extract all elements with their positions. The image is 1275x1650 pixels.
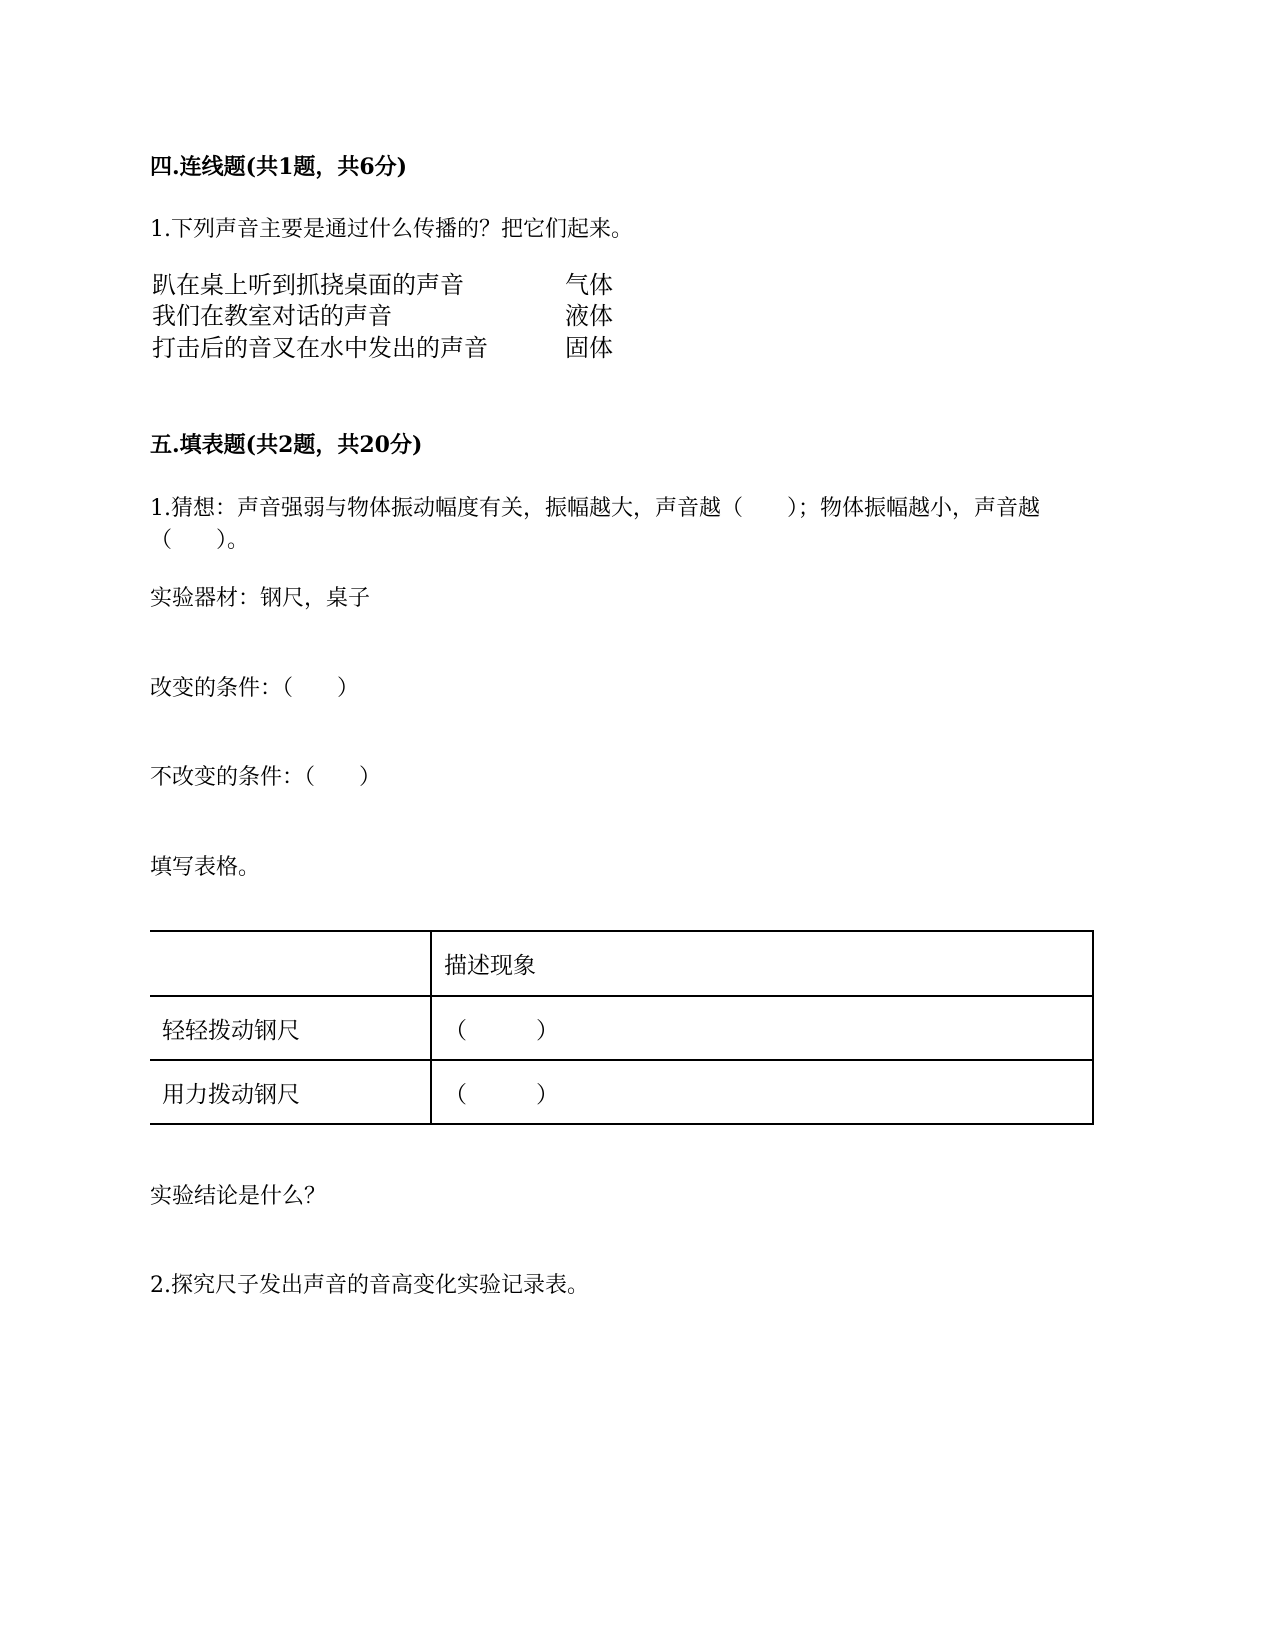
match-left-item-3: 打击后的音叉在水中发出的声音 xyxy=(152,334,488,362)
observation-table xyxy=(150,930,1094,1125)
experiment-conclusion-question: 实验结论是什么？ xyxy=(150,1184,327,1209)
fill-table-instruction: 填写表格。 xyxy=(150,855,261,880)
table-cell-action: 用力拨动钢尺 xyxy=(150,1060,431,1124)
table-header-cell-description: 描述现象 xyxy=(431,931,1093,996)
table-cell-blank: （ ） xyxy=(431,1060,1093,1124)
match-right-item-1: 气体 xyxy=(565,271,613,299)
section-5-question-2: 2.探究尺子发出声音的音高变化实验记录表。 xyxy=(150,1273,589,1298)
section-4-question-1: 1.下列声音主要是通过什么传播的？把它们起来。 xyxy=(150,217,633,242)
match-left-item-2: 我们在教室对话的声音 xyxy=(152,302,392,330)
table-row xyxy=(150,996,1093,1060)
changed-condition: 改变的条件：（ ） xyxy=(150,676,360,701)
section-5-title: 五.填表题(共2题，共20分) xyxy=(150,432,423,458)
section-5-question-1: 1.猜想：声音强弱与物体振动幅度有关，振幅越大，声音越（ ）；物体振幅越小，声音越（ ）。 xyxy=(150,496,1040,553)
table-header-cell-empty xyxy=(150,931,431,996)
experiment-materials: 实验器材：钢尺，桌子 xyxy=(150,586,371,611)
section-4-title: 四.连线题(共1题，共6分) xyxy=(150,154,408,180)
table-cell-blank: （ ） xyxy=(431,996,1093,1060)
table-header-row xyxy=(150,931,1093,996)
match-right-item-2: 液体 xyxy=(565,302,613,330)
table-cell-action: 轻轻拨动钢尺 xyxy=(150,996,431,1060)
match-left-item-1: 趴在桌上听到抓挠桌面的声音 xyxy=(152,271,464,299)
unchanged-condition: 不改变的条件：（ ） xyxy=(150,765,382,790)
table-row xyxy=(150,1060,1093,1124)
match-right-item-3: 固体 xyxy=(565,334,613,362)
